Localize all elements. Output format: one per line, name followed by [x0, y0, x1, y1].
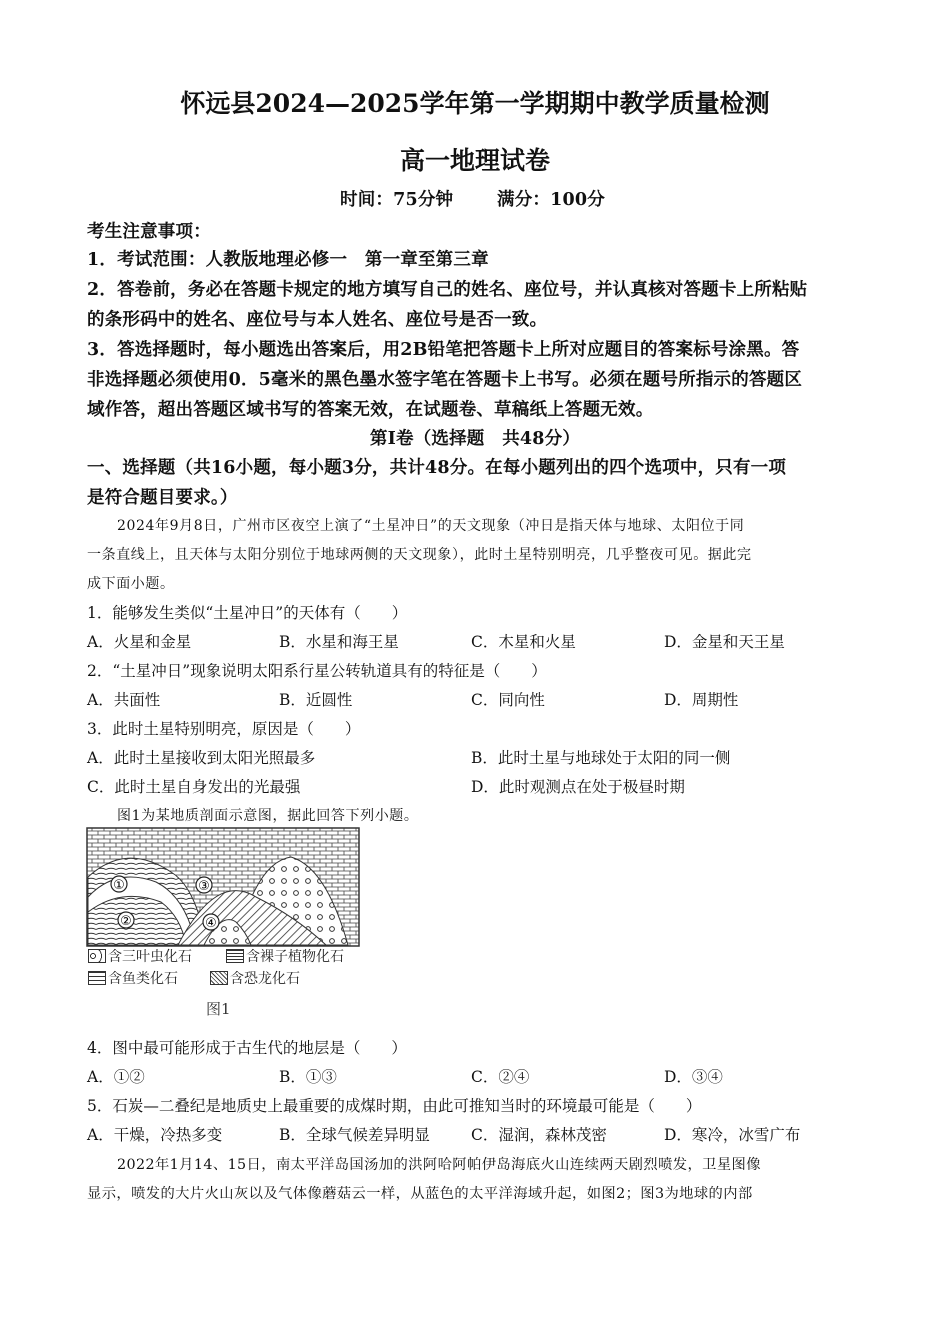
q4-stem: 4．图中最可能形成于古生代的地层是（ ） [87, 1039, 407, 1057]
q1-option-a: A．火星和金星 [87, 633, 192, 651]
q4-option-c: C．②④ [471, 1068, 530, 1086]
q3-option-c: C．此时土星自身发出的光最强 [87, 778, 301, 796]
q1-option-b: B．水星和海王星 [279, 633, 399, 651]
q3-option-a: A．此时土星接收到太阳光照最多 [87, 749, 316, 767]
q3-option-d: D．此时观测点在处于极昼时期 [471, 778, 685, 796]
exam-subtitle: 高一地理试卷 [399, 146, 550, 175]
stratum-label-2: ② [120, 914, 132, 929]
section-instruction-line2: 是符合题目要求。） [87, 488, 238, 508]
time-info: 时间：75分钟 [340, 190, 454, 210]
q5-option-b: B．全球气候差异明显 [279, 1126, 430, 1144]
q4-option-a: A．①② [87, 1068, 145, 1086]
q1-option-d: D．金星和天王星 [664, 633, 785, 651]
legend-swatch-fish [88, 971, 106, 985]
section-instruction-line1: 一、选择题（共16小题，每小题3分，共计48分。在每小题列出的四个选项中，只有一项 [87, 458, 787, 478]
geologic-profile-diagram [86, 827, 360, 947]
q2-option-c: C．同向性 [471, 691, 545, 709]
figure1-geologic-section [86, 827, 360, 1022]
notice-item-3-line2: 非选择题必须使用0．5毫米的黑色墨水签字笔在答题卡上书写。必须在题号所指示的答题区 [87, 370, 803, 390]
part-title: 第Ⅰ卷（选择题 共48分） [369, 429, 581, 449]
legend-swatch-gymnosperm [226, 949, 244, 963]
passage1-line1: 2024年9月8日，广州市区夜空上演了“土星冲日”的天文现象（冲日是指天体与地球、太阳位于同 [117, 518, 745, 534]
q4-option-d: D．③④ [664, 1068, 723, 1086]
notice-item-2-line2: 的条形码中的姓名、座位号与本人姓名、座位号是否一致。 [87, 310, 548, 330]
legend-dinosaur: 含恐龙化石 [230, 971, 300, 987]
q5-option-c: C．湿润，森林茂密 [471, 1126, 607, 1144]
notice-item-3-line3: 域作答，超出答题区域书写的答案无效，在试题卷、草稿纸上答题无效。 [87, 400, 654, 420]
q4-option-b: B．①③ [279, 1068, 337, 1086]
notice-item-3-line1: 3．答选择题时，每小题选出答案后，用2B铅笔把答题卡上所对应题目的答案标号涂黑。答 [87, 340, 800, 360]
q5-stem: 5．石炭—二叠纪是地质史上最重要的成煤时期，由此可推知当时的环境最可能是（ ） [87, 1097, 702, 1115]
legend-fish: 含鱼类化石 [108, 971, 178, 987]
legend-swatch-dinosaur [210, 971, 228, 985]
legend-gymnosperm: 含裸子植物化石 [246, 949, 344, 965]
stratum-label-4: ④ [205, 916, 217, 931]
score-info: 满分：100分 [497, 190, 605, 210]
exam-title: 怀远县2024—2025学年第一学期期中教学质量检测 [180, 89, 770, 118]
passage2-line2: 显示，喷发的大片火山灰以及气体像蘑菇云一样，从蓝色的太平洋海域升起，如图2；图3为地球的内部 [87, 1186, 753, 1202]
q3-option-b: B．此时土星与地球处于太阳的同一侧 [471, 749, 731, 767]
q1-stem: 1．能够发生类似“土星冲日”的天体有（ ） [87, 604, 408, 622]
legend-trilobite: 含三叶虫化石 [108, 949, 192, 965]
q2-option-b: B．近圆性 [279, 691, 353, 709]
passage2-line1: 2022年1月14、15日，南太平洋岛国汤加的洪阿哈阿帕伊岛海底火山连续两天剧烈喷发，卫星图像 [117, 1157, 761, 1173]
q3-stem: 3．此时土星特别明亮，原因是（ ） [87, 720, 361, 738]
q5-option-a: A．干燥，冷热多变 [87, 1126, 223, 1144]
stratum-label-3: ③ [198, 879, 210, 894]
notice-heading: 考生注意事项： [87, 222, 211, 242]
q2-option-d: D．周期性 [664, 691, 739, 709]
notice-item-2-line1: 2．答卷前，务必在答题卡规定的地方填写自己的姓名、座位号，并认真核对答题卡上所粘贴 [87, 280, 808, 300]
q2-stem: 2．“土星冲日”现象说明太阳系行星公转轨道具有的特征是（ ） [87, 662, 547, 680]
figure1-caption: 图1 [206, 1000, 231, 1018]
q1-option-c: C．木星和火星 [471, 633, 576, 651]
passage1-line2: 一条直线上，且天体与太阳分别位于地球两侧的天文现象），此时土星特别明亮，几乎整夜可见。据此完 [87, 547, 752, 563]
notice-item-1: 1．考试范围：人教版地理必修一 第一章至第三章 [87, 250, 489, 270]
figure1-intro: 图1为某地质剖面示意图，据此回答下列小题。 [117, 808, 419, 824]
passage1-line3: 成下面小题。 [87, 576, 175, 592]
q2-option-a: A．共面性 [87, 691, 161, 709]
legend-swatch-trilobite [88, 949, 106, 963]
stratum-label-1: ① [113, 878, 125, 893]
q5-option-d: D．寒冷，冰雪广布 [664, 1126, 801, 1144]
